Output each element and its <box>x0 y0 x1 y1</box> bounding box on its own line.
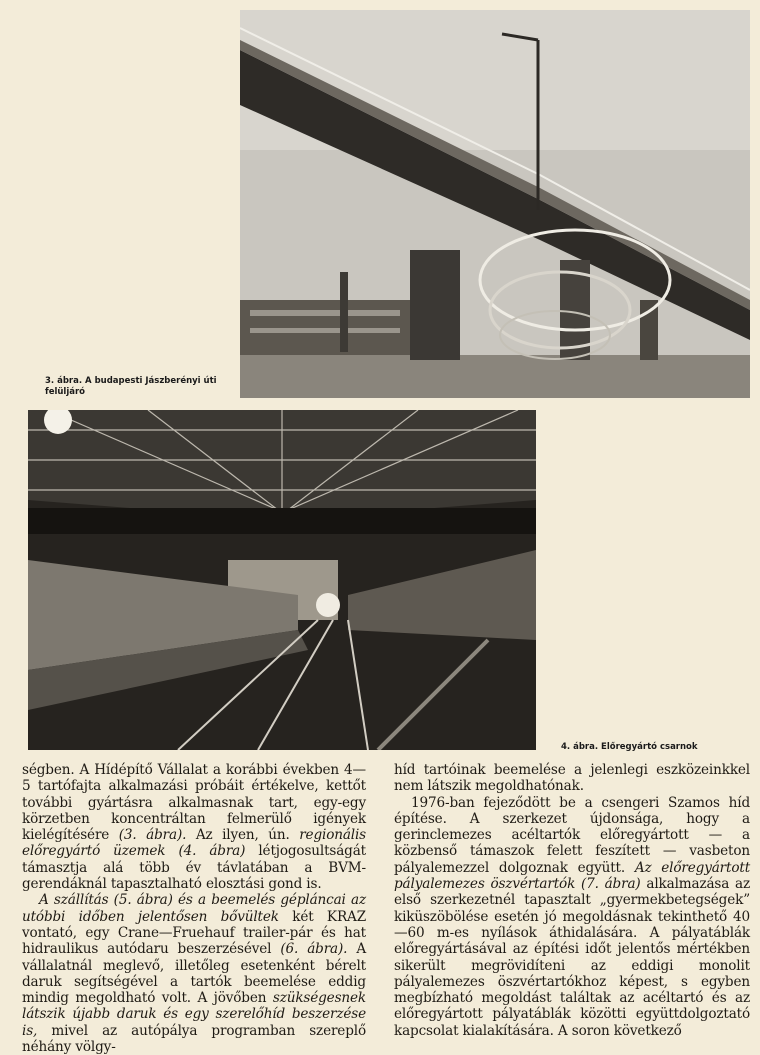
factory-hall-icon <box>28 410 536 750</box>
text-column-right <box>394 762 750 1039</box>
paragraph <box>22 892 366 1055</box>
text-span: létjogosultságát támasztja alá több év távlatában a BVM-gerendáknál tapasztalható elosztási gond is. <box>22 843 366 893</box>
factory-hall-photo <box>28 410 536 750</box>
overpass-icon <box>240 10 750 398</box>
figure-4-caption: 4. ábra. Előregyártó csarnok <box>561 742 698 752</box>
paragraph <box>22 762 366 892</box>
text-span: ségben. A Hídépítő Vállalat a korábbi években 4—5 tartófajta alkalmazási próbáit értékelve, kettőt további gyártásra alkalmasnak tart, egy-egy körzetben koncentráltan felmerülő igények kielégítésére <box>22 762 366 844</box>
paragraph: híd tartóinak beemelése a jelenlegi eszközeinkkel nem látszik megoldhatónak. <box>394 762 750 795</box>
text-span: 1976-ban fejeződött be a csengeri Szamos híd építése. A szerkezet újdonsága, hogy a gerinclemezes acéltartók előregyártott — a közbenső támaszok felett feszített — vasbeton pályalemezzel dolgoznak együtt. <box>394 794 750 876</box>
text-span: Az ilyen, ún. <box>186 827 290 844</box>
emphasis-text: regionális előregyártó üzemek (4. ábra) <box>22 827 367 860</box>
emphasis-text: szükségesnek látszik újabb daruk és egy szerelőhíd beszerzése is, <box>22 990 366 1039</box>
figure-reference: (6. ábra). <box>280 941 348 958</box>
overpass-photo <box>240 10 750 398</box>
text-column-left <box>22 762 366 1055</box>
text-span: két KRAZ vontató, egy Crane—Fruehauf trailer-pár és hat hidraulikus autódaru beszerzésével <box>22 908 366 958</box>
figure-reference: (3. ábra). <box>118 827 187 844</box>
emphasis-text: Az előregyártott pályalemezes öszvértartók (7. ábra) <box>394 859 751 893</box>
text-span: A vállalatnál meglevő, illetőleg esetenként bérelt daruk segítségével a tartók beemelése eddig mindig megoldható volt. A jövőben <box>22 941 367 1007</box>
text-span: mivel az autópálya programban szereplő néhány völgy- <box>22 1022 366 1055</box>
text-span: alkalmazása az első szerkezetnél tapasztalt „gyermekbetegségek” kiküszöbölése esetén jó megoldásnak tekinthető 40—60 m-es nyílások áthidalására. A pályatáblák előregyártásával az építési időt jelentős mértékben sikerült megrövidíteni az eddigi monolit pályalemezes öszvértartókhoz képest, s egyben megbízható megoldást találtak az acéltartó és az előregyártott pályatáblák közötti együttdolgoztató kapcsolat kialakítására. A soron következő <box>394 876 750 1039</box>
emphasis-text: A szállítás (5. ábra) és a beemelés gépláncai az utóbbi időben jelentősen bővültek <box>22 892 366 925</box>
figure-3-caption: 3. ábra. A budapesti Jászberényi úti felüljáró <box>45 376 217 397</box>
paragraph <box>394 795 750 1039</box>
